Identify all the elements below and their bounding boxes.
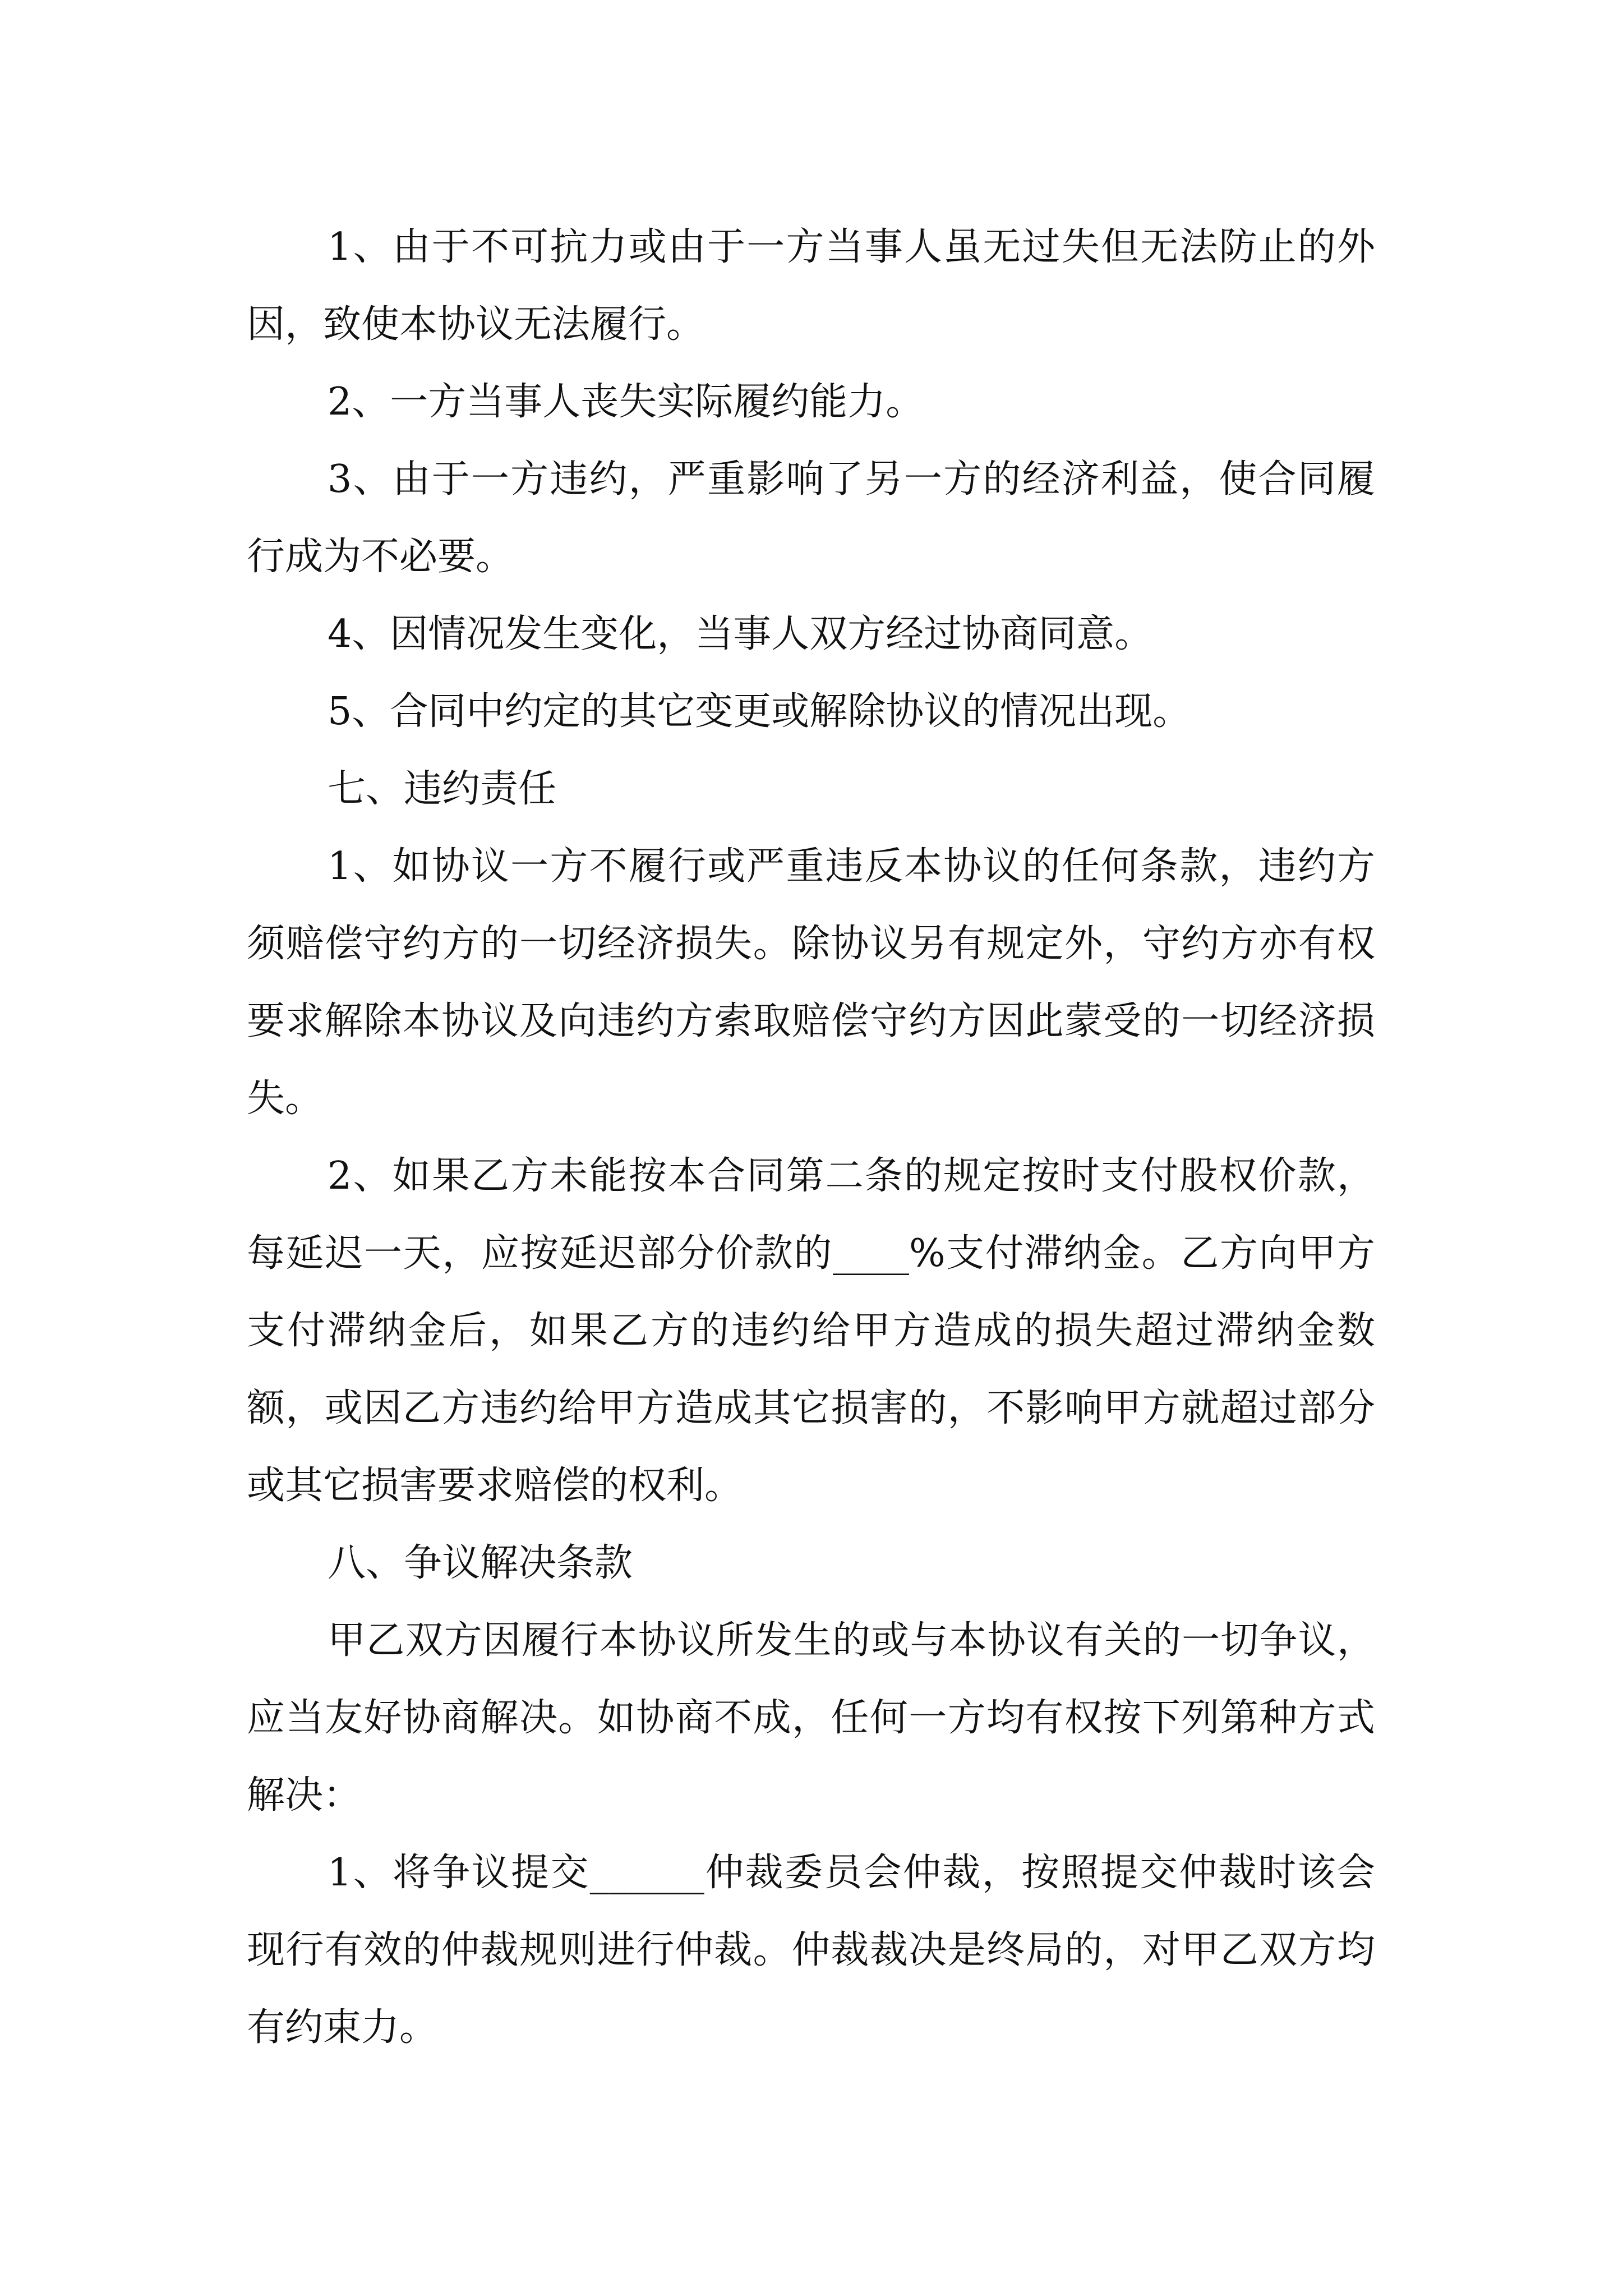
clause-paragraph: 2、如果乙方未能按本合同第二条的规定按时支付股权价款，每延迟一天，应按延迟部分价款的____%支付滞纳金。乙方向甲方支付滞纳金后，如果乙方的违约给甲方造成的损失超过滞纳金数额，或因乙方违约给甲方造成其它损害的，不影响甲方就超过部分或其它损害要求赔偿的权利。 [247, 1154, 1375, 1508]
document-body [247, 209, 1375, 2067]
clause-paragraph: 1、由于不可抗力或由于一方当事人虽无过失但无法防止的外因，致使本协议无法履行。 [247, 225, 1375, 347]
clause-paragraph: 4、因情况发生变化，当事人双方经过协商同意。 [328, 612, 1153, 656]
section-heading: 七、违约责任 [328, 767, 557, 811]
clause-paragraph: 3、由于一方违约，严重影响了另一方的经济利益，使合同履行成为不必要。 [247, 457, 1375, 579]
clause-paragraph: 甲乙双方因履行本协议所发生的或与本协议有关的一切争议，应当友好协商解决。如协商不成，任何一方均有权按下列第种方式解决： [247, 1618, 1375, 1818]
clause-paragraph: 1、将争议提交______仲裁委员会仲裁，按照提交仲裁时该会现行有效的仲裁规则进行仲裁。仲裁裁决是终局的，对甲乙双方均有约束力。 [247, 1851, 1375, 2050]
section-heading: 八、争议解决条款 [328, 1541, 633, 1585]
clause-paragraph: 2、一方当事人丧失实际履约能力。 [328, 380, 924, 424]
clause-paragraph: 5、合同中约定的其它变更或解除协议的情况出现。 [328, 689, 1191, 734]
clause-paragraph: 1、如协议一方不履行或严重违反本协议的任何条款，违约方须赔偿守约方的一切经济损失。除协议另有规定外，守约方亦有权要求解除本协议及向违约方索取赔偿守约方因此蒙受的一切经济损失。 [247, 844, 1375, 1121]
